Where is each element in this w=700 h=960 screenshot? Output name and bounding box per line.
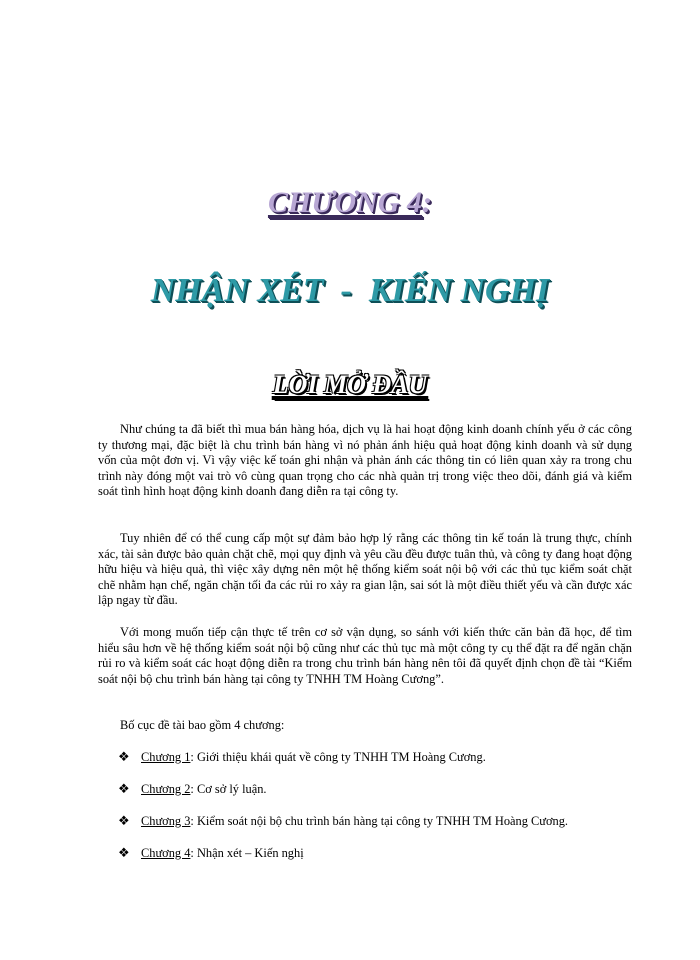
- chapter-number: CHƯƠNG 4: [267, 186, 423, 219]
- diamond-bullet-icon: ❖: [118, 750, 130, 765]
- paragraph-1: [98, 422, 632, 500]
- chapter-list-item: [118, 814, 568, 846]
- chapter-desc: : Nhận xét – Kiến nghị: [190, 846, 304, 860]
- diamond-bullet-icon: ❖: [118, 782, 130, 797]
- preface-heading: LỜI MỞ ĐẦU: [272, 370, 428, 399]
- diamond-bullet-icon: ❖: [118, 846, 130, 861]
- chapter-desc: : Cơ sở lý luận.: [190, 782, 267, 796]
- chapter-ref: Chương 3: [141, 814, 191, 828]
- paragraph-text: Với mong muốn tiếp cận thực tế trên cơ sở vận dụng, so sánh với kiến thức căn bản đã học, để tìm hiểu sâu hơn về hệ thống kiểm soát nội bộ cũng như các thủ tục mà một công ty cụ thể đặt ra để ngăn chặn rủi ro và kiểm soát các hoạt động diễn ra trong chu trình bán hàng nên tôi đã quyết định chọn đề tài “Kiểm soát nội bộ chu trình bán hàng tại công ty TNHH TM Hoàng Cương”.: [98, 625, 632, 686]
- outline-intro: Bố cục đề tài bao gồm 4 chương:: [120, 718, 285, 732]
- paragraph-text: Như chúng ta đã biết thì mua bán hàng hóa, dịch vụ là hai hoạt động kinh doanh chính yếu ở các công ty thương mại, đặc biệt là chu trình bán hàng vì nó phản ánh hiệu quả hoạt động kinh doanh và sử dụng vốn của một đơn vị. Vì vậy việc kế toán ghi nhận và phản ánh các thông tin có liên quan xảy ra trong chu trình này đóng một vai trò vô cùng quan trọng cho các nhà quản trị trong việc theo dõi, đánh giá và kiểm soát tình hình hoạt động kinh doanh đang diễn ra tại công ty.: [98, 422, 632, 498]
- chapter-colon: :: [422, 186, 433, 219]
- chapter-list-item: [118, 750, 568, 782]
- chapter-list-item: [118, 846, 568, 878]
- chapter-ref: Chương 1: [141, 750, 191, 764]
- chapter-title: NHẬN XÉT - KIẾN NGHỊ: [150, 272, 550, 309]
- chapter-list-item: [118, 782, 568, 814]
- chapter-desc: : Kiểm soát nội bộ chu trình bán hàng tại công ty TNHH TM Hoàng Cương.: [190, 814, 569, 828]
- chapter-ref: Chương 2: [141, 782, 191, 796]
- chapter-list: [118, 750, 568, 878]
- chapter-label: [0, 186, 700, 220]
- paragraph-text: Tuy nhiên để có thể cung cấp một sự đảm bảo hợp lý rằng các thông tin kế toán là trung thực, chính xác, tài sản được bảo quản chặt chẽ, mọi quy định và yêu cầu đều được tuân thủ, và công ty đang hoạt động hữu hiệu và hiệu quả, thì việc xây dựng nên một hệ thống kiểm soát nội bộ với các thủ tục kiểm soát chặt chẽ nhằm hạn chế, ngăn chặn tối đa các rủi ro xảy ra gian lận, sai sót là một điều thiết yếu và cần được xác lập ngay từ đầu.: [98, 531, 632, 607]
- chapter-ref: Chương 4: [141, 846, 191, 860]
- paragraph-3: [98, 625, 632, 687]
- chapter-desc: : Giới thiệu khái quát về công ty TNHH TM Hoàng Cương.: [190, 750, 486, 764]
- diamond-bullet-icon: ❖: [118, 814, 130, 829]
- paragraph-2: [98, 531, 632, 609]
